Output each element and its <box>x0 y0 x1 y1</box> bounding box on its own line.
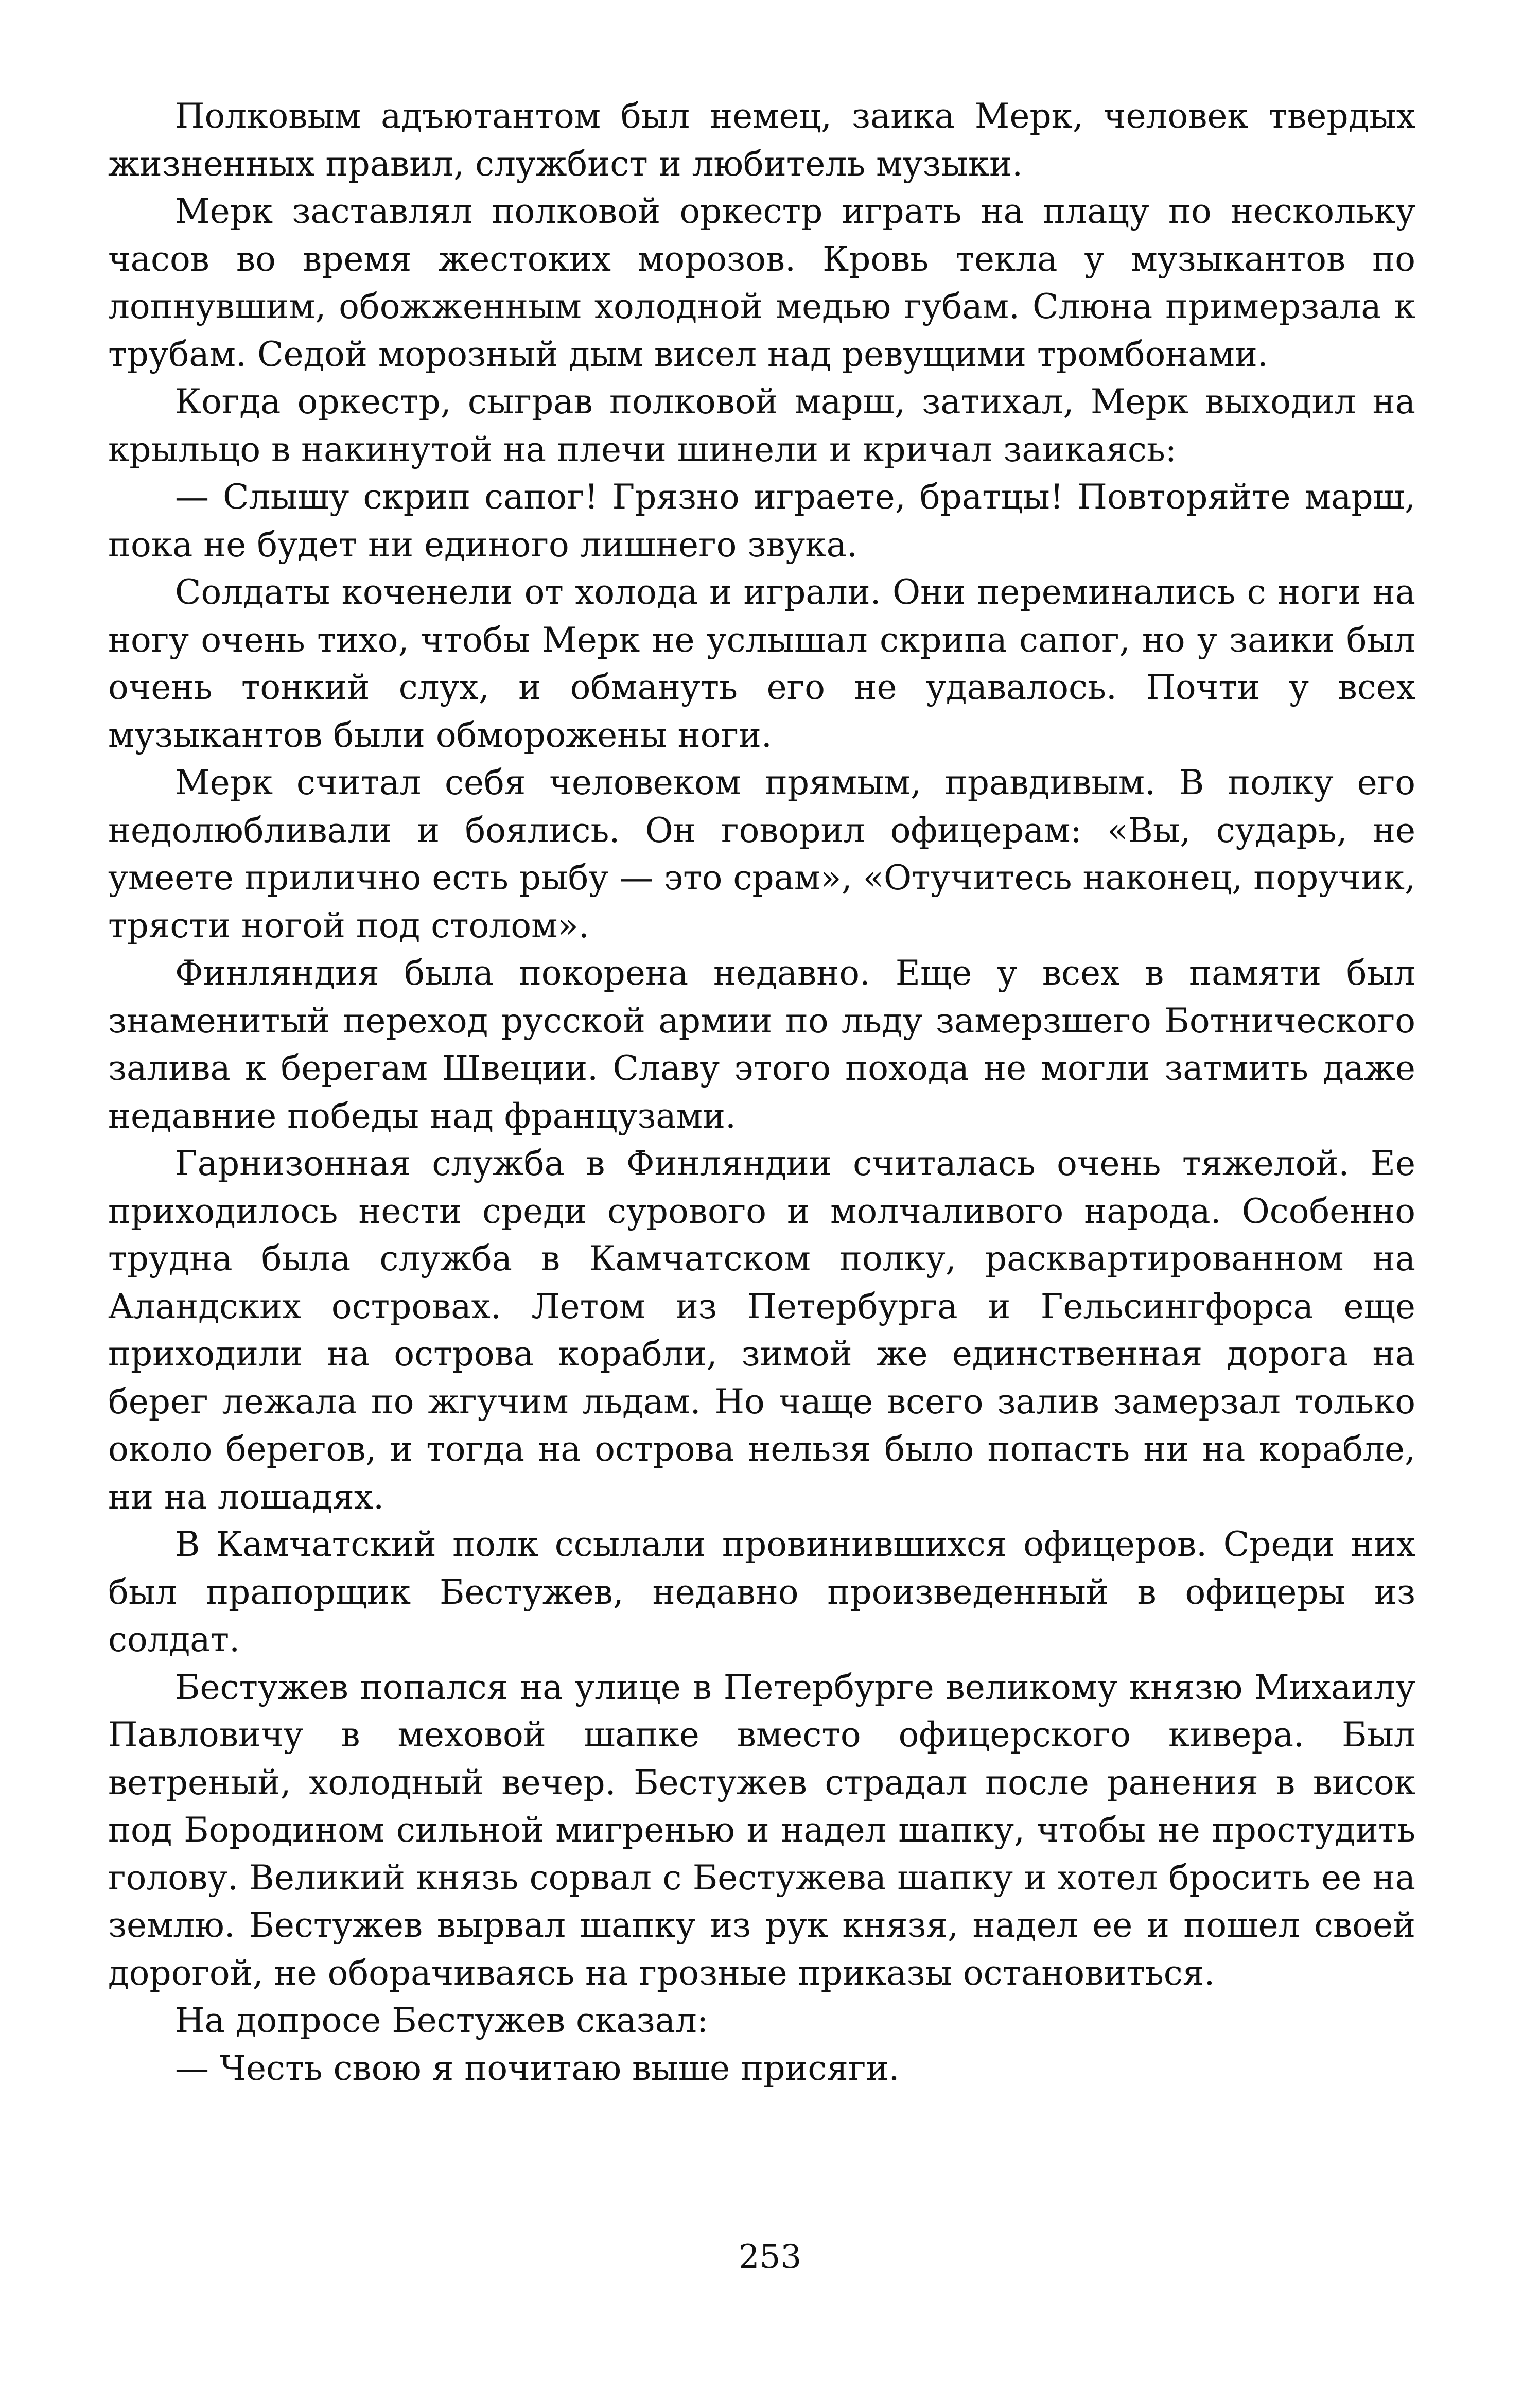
paragraph: — Слышу скрип сапог! Грязно играете, братцы! Повторяйте марш, пока не будет ни единого лишнего звука. <box>108 477 1415 565</box>
paragraph: Солдаты коченели от холода и играли. Они переминались с ноги на ногу очень тихо, чтобы Мерк не услышал скрипа сапог, но у заики был очень тонкий слух, и обмануть его не удавалось. Почти у всех музыкантов были обморожены ноги. <box>108 572 1415 755</box>
body-text <box>108 93 1415 2092</box>
paragraph: Гарнизонная служба в Финляндии считалась очень тяжелой. Ее приходилось нести среди сурового и молчаливого народа. Особенно трудна была служба в Камчатском полку, расквартированном на Аландских островах. Летом из Петербурга и Гельсингфорса еще приходили на острова корабли, зимой же единственная дорога на берег лежала по жгучим льдам. Но чаще всего залив замерзал только около берегов, и тогда на острова нельзя было попасть ни на корабле, ни на лошадях. <box>108 1144 1415 1517</box>
paragraph: Полковым адъютантом был немец, заика Мерк, человек твердых жизненных правил, службист и любитель музыки. <box>108 96 1415 184</box>
page-number: 253 <box>738 2238 802 2276</box>
paragraph: Бестужев попался на улице в Петербурге великому князю Михаилу Павловичу в меховой шапке вместо офицерского кивера. Был ветреный, холодный вечер. Бестужев страдал после ранения в висок под Бородином сильной мигренью и надел шапку, чтобы не простудить голову. Великий князь сорвал с Бестужева шапку и хотел бросить ее на землю. Бестужев вырвал шапку из рук князя, надел ее и пошел своей дорогой, не оборачиваясь на грозные приказы остановиться. <box>108 1667 1415 1993</box>
paragraph: Мерк считал себя человеком прямым, правдивым. В полку его недолюбливали и боялись. Он говорил офицерам: «Вы, сударь, не умеете прилично есть рыбу — это срам», «Отучитесь наконец, поручик, трясти ногой под столом». <box>108 763 1415 945</box>
paragraph: — Честь свою я почитаю выше присяги. <box>175 2048 900 2088</box>
paragraph: На допросе Бестужев сказал: <box>175 2001 709 2040</box>
paragraph: Когда оркестр, сыграв полковой марш, затихал, Мерк выходил на крыльцо в накинутой на плечи шинели и кричал заикаясь: <box>108 382 1415 469</box>
paragraph: В Камчатский полк ссылали провинившихся офицеров. Среди них был прапорщик Бестужев, недавно произведенный в офицеры из солдат. <box>108 1525 1415 1659</box>
paragraph: Финляндия была покорена недавно. Еще у всех в памяти был знаменитый переход русской армии по льду замерзшего Ботнического залива к берегам Швеции. Славу этого похода не могли затмить даже недавние победы над французами. <box>108 953 1415 1136</box>
paragraph: Мерк заставлял полковой оркестр играть на плацу по нескольку часов во время жестоких морозов. Кровь текла у музыкантов по лопнувшим, обожженным холодной медью губам. Слюна примерзала к трубам. Седой морозный дым висел над ревущими тромбонами. <box>108 191 1415 374</box>
